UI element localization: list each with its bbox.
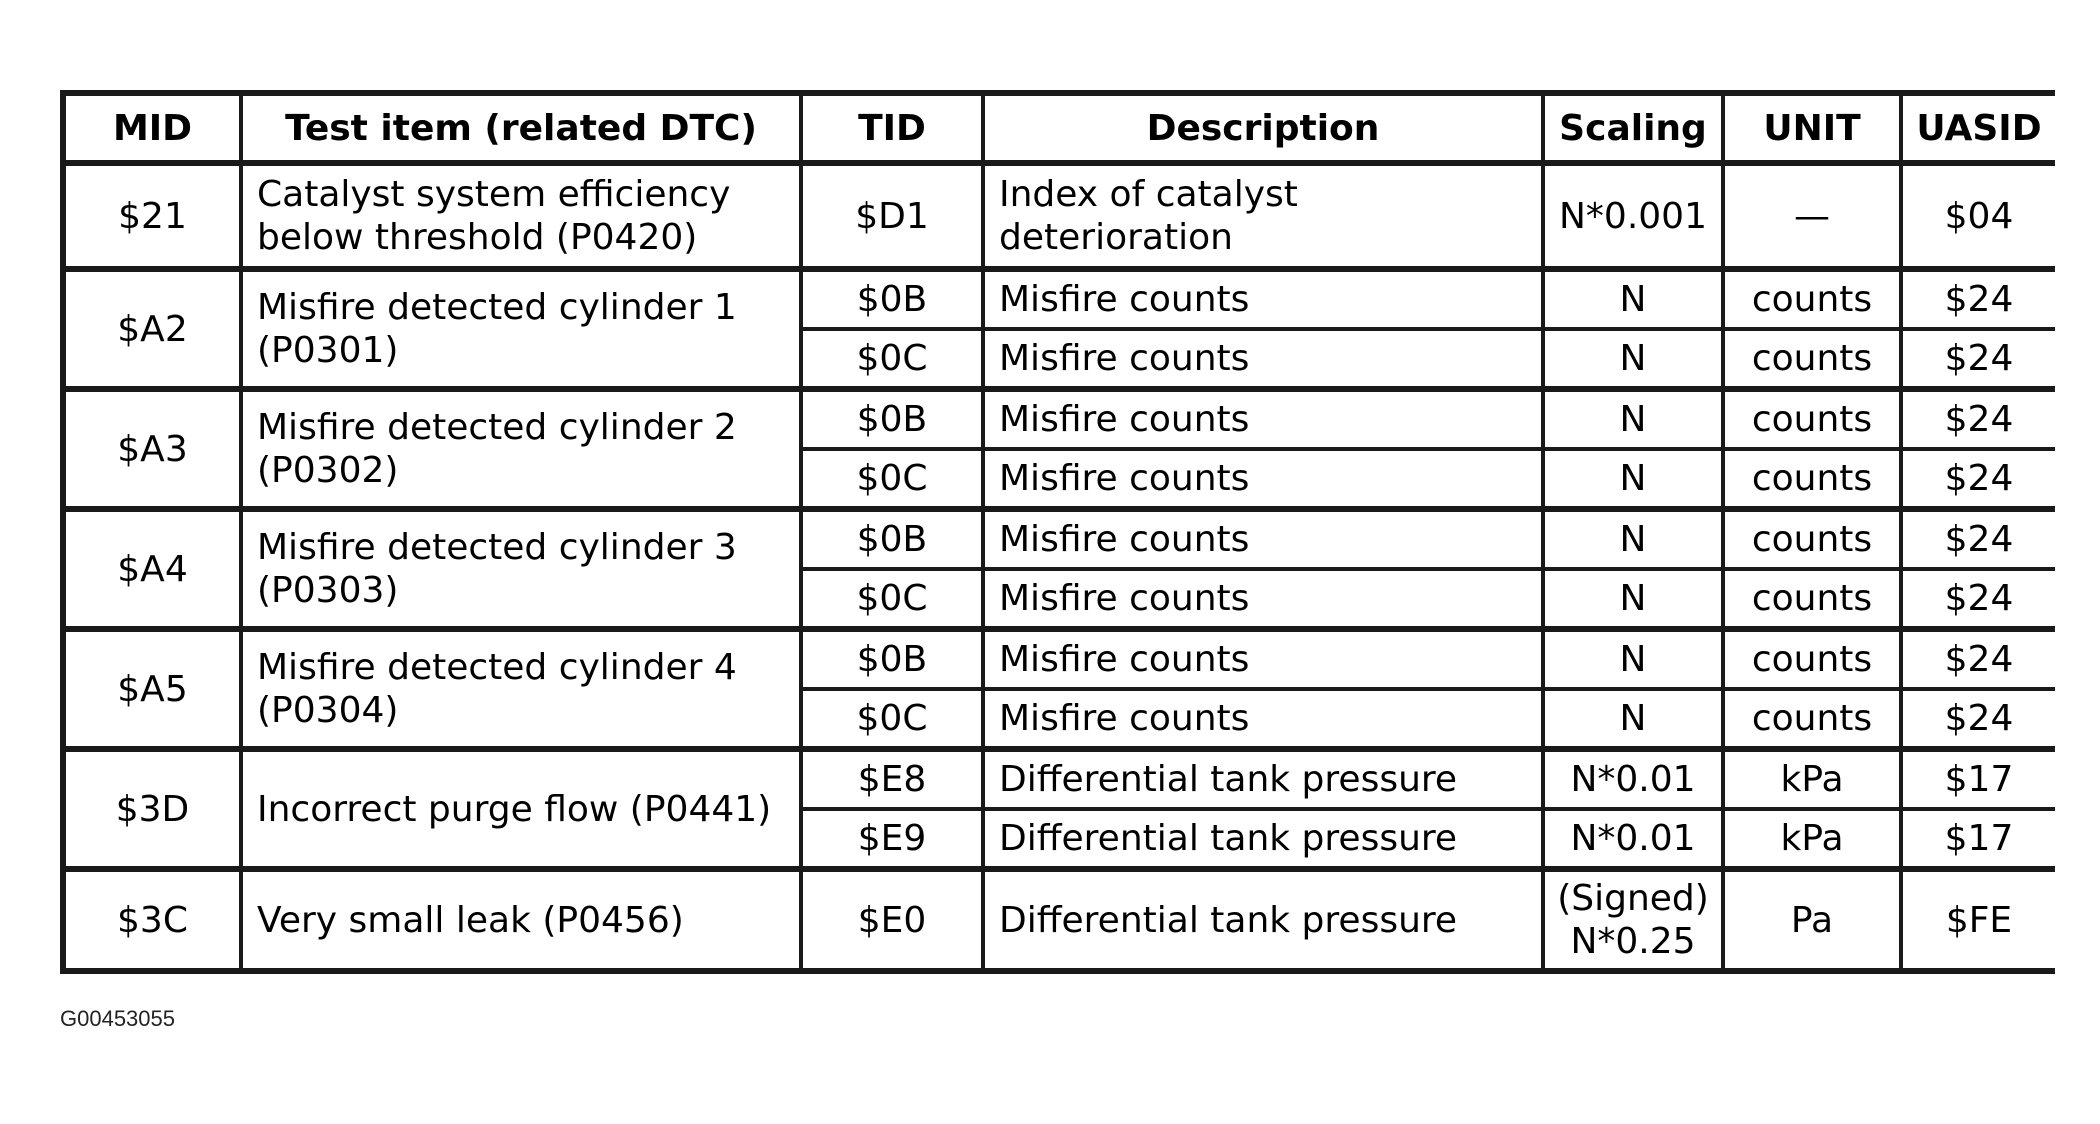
test-item-cell: Misfire detected cylinder 3 (P0303) (241, 509, 801, 629)
mid-cell: $3C (63, 869, 241, 971)
scaling-cell: N*0.01 (1543, 809, 1723, 869)
scaling-cell: N (1543, 689, 1723, 749)
unit-cell: counts (1723, 629, 1901, 689)
unit-cell: counts (1723, 329, 1901, 389)
table-row (63, 163, 2055, 269)
description-cell: Misfire counts (983, 629, 1543, 689)
scaling-cell: N (1543, 389, 1723, 449)
uasid-cell: $24 (1901, 689, 2055, 749)
scaling-cell: (Signed) N*0.25 (1543, 869, 1723, 971)
header-scaling: Scaling (1543, 93, 1723, 163)
description-cell: Misfire counts (983, 689, 1543, 749)
tid-cell: $0C (801, 329, 983, 389)
unit-cell: counts (1723, 509, 1901, 569)
uasid-cell: $FE (1901, 869, 2055, 971)
uasid-cell: $24 (1901, 569, 2055, 629)
unit-cell: counts (1723, 269, 1901, 329)
description-cell: Misfire counts (983, 269, 1543, 329)
scaling-cell: N (1543, 329, 1723, 389)
unit-cell: counts (1723, 689, 1901, 749)
table-row (63, 629, 2055, 689)
uasid-cell: $24 (1901, 269, 2055, 329)
tid-cell: $0C (801, 449, 983, 509)
mid-cell: $A3 (63, 389, 241, 509)
mid-cell: $21 (63, 163, 241, 269)
test-item-cell: Misfire detected cylinder 1 (P0301) (241, 269, 801, 389)
header-test-item: Test item (related DTC) (241, 93, 801, 163)
scaling-cell: N*0.01 (1543, 749, 1723, 809)
tid-cell: $0C (801, 569, 983, 629)
description-cell: Index of catalyst deterioration (983, 163, 1543, 269)
uasid-cell: $17 (1901, 809, 2055, 869)
tid-cell: $0B (801, 629, 983, 689)
uasid-cell: $24 (1901, 329, 2055, 389)
description-cell: Differential tank pressure (983, 869, 1543, 971)
scaling-cell: N (1543, 569, 1723, 629)
header-row (63, 93, 2055, 163)
test-item-cell: Misfire detected cylinder 2 (P0302) (241, 389, 801, 509)
unit-cell: counts (1723, 449, 1901, 509)
test-item-cell: Misfire detected cylinder 4 (P0304) (241, 629, 801, 749)
tid-cell: $0C (801, 689, 983, 749)
description-cell: Misfire counts (983, 329, 1543, 389)
header-mid: MID (63, 93, 241, 163)
header-uasid: UASID (1901, 93, 2055, 163)
test-item-cell: Incorrect purge flow (P0441) (241, 749, 801, 869)
tid-cell: $0B (801, 389, 983, 449)
header-tid: TID (801, 93, 983, 163)
uasid-cell: $24 (1901, 449, 2055, 509)
scaling-cell: N*0.001 (1543, 163, 1723, 269)
obd-monitor-table (60, 90, 2055, 974)
scaling-cell: N (1543, 449, 1723, 509)
description-cell: Misfire counts (983, 389, 1543, 449)
description-cell: Differential tank pressure (983, 749, 1543, 809)
table-row (63, 509, 2055, 569)
uasid-cell: $24 (1901, 629, 2055, 689)
table-row (63, 869, 2055, 971)
uasid-cell: $24 (1901, 509, 2055, 569)
mid-cell: $A5 (63, 629, 241, 749)
mid-cell: $A4 (63, 509, 241, 629)
test-item-cell: Catalyst system efficiency below threshold (P0420) (241, 163, 801, 269)
tid-cell: $D1 (801, 163, 983, 269)
scaling-cell: N (1543, 629, 1723, 689)
tid-cell: $0B (801, 509, 983, 569)
description-cell: Misfire counts (983, 509, 1543, 569)
tid-cell: $0B (801, 269, 983, 329)
uasid-cell: $04 (1901, 163, 2055, 269)
tid-cell: $E8 (801, 749, 983, 809)
uasid-cell: $24 (1901, 389, 2055, 449)
table-row (63, 749, 2055, 809)
scaling-cell: N (1543, 509, 1723, 569)
table-row (63, 269, 2055, 329)
table-row (63, 389, 2055, 449)
description-cell: Misfire counts (983, 449, 1543, 509)
tid-cell: $E0 (801, 869, 983, 971)
figure-id-label: G00453055 (60, 1006, 175, 1031)
scaling-cell: N (1543, 269, 1723, 329)
unit-cell: kPa (1723, 809, 1901, 869)
uasid-cell: $17 (1901, 749, 2055, 809)
test-item-cell: Very small leak (P0456) (241, 869, 801, 971)
mid-cell: $3D (63, 749, 241, 869)
unit-cell: — (1723, 163, 1901, 269)
header-unit: UNIT (1723, 93, 1901, 163)
unit-cell: Pa (1723, 869, 1901, 971)
description-cell: Differential tank pressure (983, 809, 1543, 869)
unit-cell: counts (1723, 569, 1901, 629)
unit-cell: counts (1723, 389, 1901, 449)
mid-cell: $A2 (63, 269, 241, 389)
tid-cell: $E9 (801, 809, 983, 869)
header-description: Description (983, 93, 1543, 163)
description-cell: Misfire counts (983, 569, 1543, 629)
unit-cell: kPa (1723, 749, 1901, 809)
